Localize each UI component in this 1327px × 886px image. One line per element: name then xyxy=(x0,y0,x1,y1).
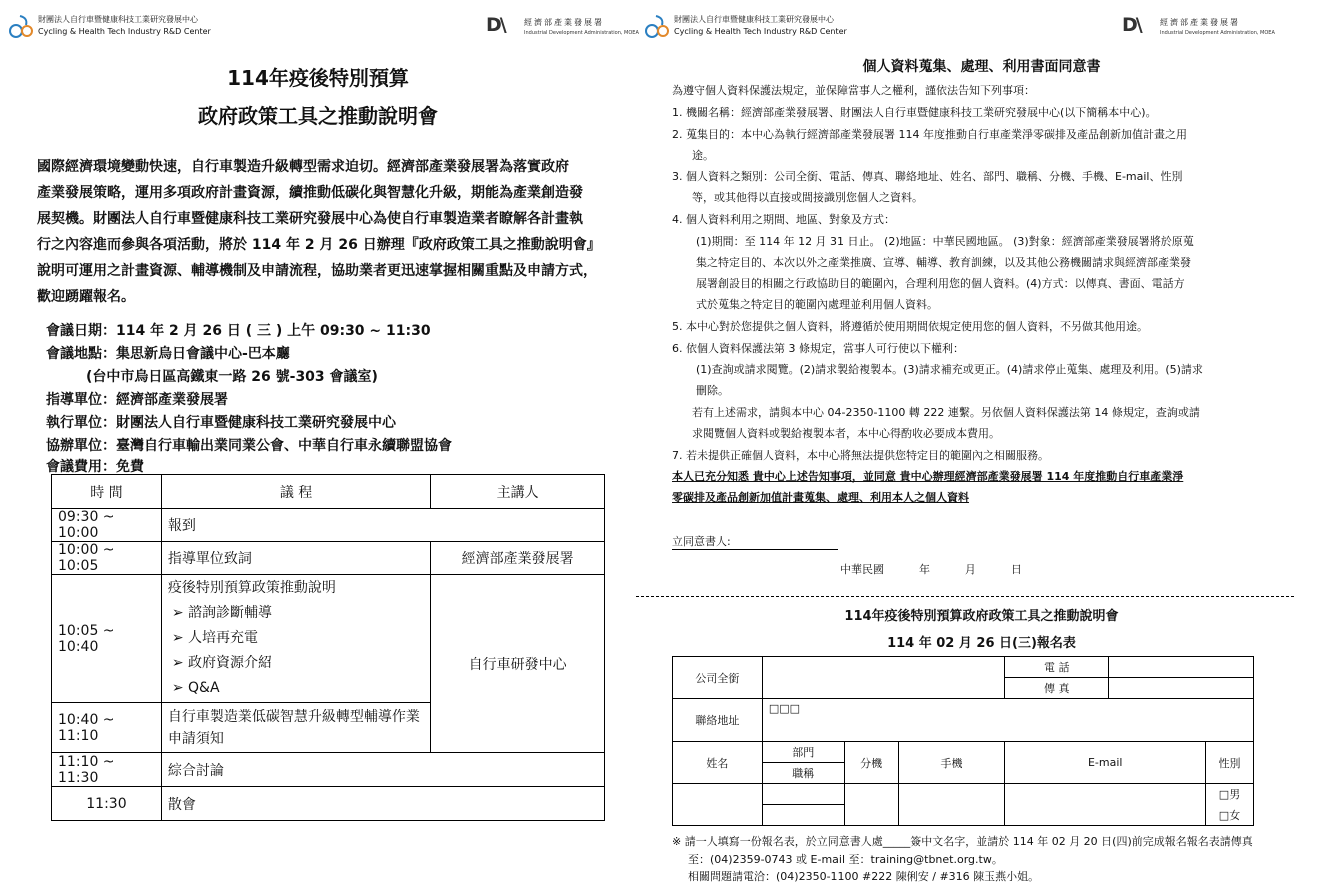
meeting-fee: 會議費用：免費 xyxy=(46,459,144,475)
registration-date: 114 年 02 月 26 日(三)報名表 xyxy=(887,636,1076,651)
meeting-venue: 會議地點：集思新烏日會議中心-巴本廳 xyxy=(46,346,290,362)
gender-male-checkbox[interactable]: □男 xyxy=(1206,784,1254,805)
intro-line: 產業發展策略，運用多項政府計畫資源，續推動低碳化與智慧化升級，期能為產業創造發 xyxy=(37,185,583,201)
consent-line: 刪除。 xyxy=(696,384,729,397)
time-cell: 10:00 ~ 10:05 xyxy=(52,542,162,575)
org-name-en: Cycling & Health Tech Industry R&D Center xyxy=(38,27,211,36)
time-cell: 10:05 ~ 10:40 xyxy=(52,575,162,703)
table-row xyxy=(52,753,605,787)
consent-line: 1. 機關名稱：經濟部產業發展署、財團法人自行車暨健康科技工業研究發展中心(以下簡稱本中心)。 xyxy=(672,106,1157,119)
agenda-cell: 綜合討論 xyxy=(161,753,604,787)
agenda-sub-item: ➢ Q&A xyxy=(171,680,220,696)
flyer-page xyxy=(0,0,639,886)
consent-line: 求閱覽個人資料或製給複製本者，本中心得酌收必要成本費用。 xyxy=(692,427,1000,440)
fax-input[interactable] xyxy=(1109,678,1254,699)
consent-line: 若有上述需求，請與本中心 04-2350-1100 轉 222 連繫。另依個人資料保護法第 14 條規定，查詢或請 xyxy=(692,406,1200,419)
table-row xyxy=(52,475,605,509)
ida-logo-icon: D\ xyxy=(486,14,505,36)
time-cell: 10:40 ~ 11:10 xyxy=(52,703,162,753)
signer-field[interactable]: 立同意書人: xyxy=(672,533,838,550)
jobtitle-label: 職稱 xyxy=(762,763,844,784)
cut-line xyxy=(636,596,1294,597)
agenda-sub-item: ➢ 人培再充電 xyxy=(171,630,259,646)
co-organizers: 協辦單位：臺灣自行車輸出業同業公會、中華自行車永續聯盟協會 xyxy=(46,438,452,454)
agenda-cell: 指導單位致詞 xyxy=(161,542,430,575)
agenda-cell xyxy=(161,575,430,703)
consent-line: 等，或其他得以直接或間接識別您個人之資料。 xyxy=(692,191,923,204)
org-logo xyxy=(644,12,847,42)
ida-name-en: Industrial Development Administration, MOEA xyxy=(1160,30,1275,36)
registration-note: 至：(04)2359-0743 或 E-mail 至：training@tbnet.org.tw。 xyxy=(688,853,1003,866)
cycling-center-logo-icon xyxy=(644,12,670,40)
header-agenda: 議 程 xyxy=(161,475,430,509)
company-input[interactable] xyxy=(762,657,1005,699)
header-speaker: 主講人 xyxy=(431,475,605,509)
name-label: 姓名 xyxy=(673,742,763,784)
org-logo xyxy=(8,12,211,42)
registration-note: ※ 請一人填寫一份報名表，於立同意書人處_____簽中文名字，並請於 114 年 02 月 20 日(四)前完成報名報名表請傳真 xyxy=(672,835,1253,848)
agenda-item: 申請須知 xyxy=(167,730,224,747)
agenda-item: 自行車製造業低碳智慧升級轉型輔導作業 xyxy=(167,708,420,725)
consent-title: 個人資料蒐集、處理、利用書面同意書 xyxy=(862,59,1101,75)
agreement-statement: 本人已充分知悉 貴中心上述告知事項，並同意 貴中心辦理經濟部產業發展署 114 年度推動自行車產業淨 xyxy=(672,470,1184,483)
consent-line: 展署創設目的相關之行政協助目的範圍內，合理利用您的個人資料。(4)方式：以傳真、書面、電話方 xyxy=(696,277,1185,290)
ida-name-en: Industrial Development Administration, MOEA xyxy=(524,30,639,36)
agenda-sub-item: ➢ 政府資源介紹 xyxy=(171,655,273,671)
table-row xyxy=(673,699,1254,742)
org-name-en: Cycling & Health Tech Industry R&D Center xyxy=(674,27,847,36)
registration-table xyxy=(672,656,1254,826)
ida-name-zh: 經濟部產業發展署 xyxy=(1160,18,1240,27)
dept-input[interactable] xyxy=(762,784,844,805)
gender-female-checkbox[interactable]: □女 xyxy=(1206,805,1254,826)
ext-label: 分機 xyxy=(844,742,898,784)
contact-note: 相關問題請電洽：(04)2350-1100 #222 陳俐安 / #316 陳玉燕小姐。 xyxy=(688,870,1040,883)
consent-line: 3. 個人資料之類別：公司全銜、電話、傳真、聯絡地址、姓名、部門、職稱、分機、手機、E-mail、性別 xyxy=(672,170,1183,183)
intro-line: 歡迎踴躍報名。 xyxy=(37,289,135,305)
consent-line: 2. 蒐集目的：本中心為執行經濟部產業發展署 114 年度推動自行車產業淨零碳排及產品創新加值計畫之用 xyxy=(672,128,1187,141)
org-name-zh: 財團法人自行車暨健康科技工業研究發展中心 xyxy=(674,15,834,24)
name-input[interactable] xyxy=(673,784,763,826)
address-input[interactable]: □□□ xyxy=(762,699,1253,742)
agenda-cell: 報到 xyxy=(161,509,604,542)
ida-logo-icon: D\ xyxy=(1122,14,1141,36)
table-row xyxy=(673,742,1254,763)
page-title: 114年疫後特別預算 xyxy=(227,66,409,90)
speaker-cell: 自行車研發中心 xyxy=(431,575,605,753)
consent-line: (1)查詢或請求閱覽。(2)請求製給複製本。(3)請求補充或更正。(4)請求停止蒐集、處理及利用。(5)請求 xyxy=(696,363,1203,376)
consent-line: 為遵守個人資料保護法規定，並保障當事人之權利，謹依法告知下列事項： xyxy=(672,84,1035,97)
consent-line: 途。 xyxy=(692,149,714,162)
gender-label: 性別 xyxy=(1206,742,1254,784)
consent-line: 4. 個人資料利用之期間、地區、對象及方式： xyxy=(672,213,895,226)
time-cell: 11:10 ~ 11:30 xyxy=(52,753,162,787)
header-time: 時 間 xyxy=(52,475,162,509)
email-label: E-mail xyxy=(1005,742,1206,784)
tel-input[interactable] xyxy=(1109,657,1254,678)
intro-line: 國際經濟環境變動快速，自行車製造升級轉型需求迫切。經濟部產業發展署為落實政府 xyxy=(37,159,569,175)
email-input[interactable] xyxy=(1005,784,1206,826)
table-row xyxy=(673,657,1254,678)
consent-line: 6. 依個人資料保護法第 3 條規定，當事人可行使以下權利： xyxy=(672,342,964,355)
consent-line: (1)期間：至 114 年 12 月 31 日止。 (2)地區：中華民國地區。 (3)對象：經濟部產業發展署將於原蒐 xyxy=(696,235,1194,248)
mobile-label: 手機 xyxy=(898,742,1005,784)
supervising-unit: 指導單位：經濟部產業發展署 xyxy=(46,392,228,408)
intro-line: 展契機。財團法人自行車暨健康科技工業研究發展中心為使自行車製造業者瞭解各計畫執 xyxy=(37,211,583,227)
company-label: 公司全銜 xyxy=(673,657,763,699)
agenda-sub-item: ➢ 諮詢診斷輔導 xyxy=(171,605,273,621)
consent-line: 5. 本中心對於您提供之個人資料，將遵循於使用期間依規定使用您的個人資料，不另做其他用途。 xyxy=(672,320,1148,333)
consent-line: 集之特定目的、本次以外之產業推廣、宣導、輔導、教育訓練，以及其他公務機關請求與經濟部產業發 xyxy=(696,256,1191,269)
table-row xyxy=(52,575,605,703)
consent-line: 7. 若未提供正確個人資料，本中心將無法提供您特定目的範圍內之相關服務。 xyxy=(672,449,1049,462)
meeting-date: 會議日期：114 年 2 月 26 日 ( 三 ) 上午 09:30 ~ 11:30 xyxy=(46,323,431,339)
ext-input[interactable] xyxy=(844,784,898,826)
table-row xyxy=(673,784,1254,805)
org-name-zh: 財團法人自行車暨健康科技工業研究發展中心 xyxy=(38,15,198,24)
intro-line: 行之內容進而參與各項活動，將於 114 年 2 月 26 日辦理『政府政策工具之推動說明會』 xyxy=(37,237,601,253)
table-row xyxy=(52,787,605,821)
agenda-cell xyxy=(161,703,430,753)
ida-name-zh: 經濟部產業發展署 xyxy=(524,18,604,27)
agenda-item: 疫後特別預算政策推動說明 xyxy=(167,580,336,596)
jobtitle-input[interactable] xyxy=(762,805,844,826)
agreement-statement: 零碳排及產品創新加值計畫蒐集、處理、利用本人之個人資料 xyxy=(672,491,969,504)
page-header xyxy=(636,12,1327,42)
table-row xyxy=(52,542,605,575)
time-cell: 11:30 xyxy=(52,787,162,821)
consent-date-line: 中華民國 年 月 日 xyxy=(840,563,1022,576)
page-header xyxy=(0,12,639,42)
address-label: 聯絡地址 xyxy=(673,699,763,742)
dept-label: 部門 xyxy=(762,742,844,763)
consent-line: 式於蒐集之特定目的範圍內處理並利用個人資料。 xyxy=(696,298,938,311)
time-cell: 09:30 ~ 10:00 xyxy=(52,509,162,542)
tel-label: 電 話 xyxy=(1005,657,1109,678)
intro-line: 說明可運用之計畫資源、輔導機制及申請流程，協助業者更迅速掌握相關重點及申請方式， xyxy=(37,263,597,279)
speaker-cell: 經濟部產業發展署 xyxy=(431,542,605,575)
agenda-table xyxy=(51,474,605,821)
cycling-center-logo-icon xyxy=(8,12,34,40)
fax-label: 傳 真 xyxy=(1005,678,1109,699)
registration-title: 114年疫後特別預算政府政策工具之推動說明會 xyxy=(844,609,1119,624)
table-row xyxy=(52,509,605,542)
meeting-address: (台中市烏日區高鐵東一路 26 號-303 會議室) xyxy=(86,369,378,385)
executing-unit: 執行單位：財團法人自行車暨健康科技工業研究發展中心 xyxy=(46,415,396,431)
mobile-input[interactable] xyxy=(898,784,1005,826)
page-subtitle: 政府政策工具之推動說明會 xyxy=(198,104,438,128)
agenda-cell: 散會 xyxy=(161,787,604,821)
